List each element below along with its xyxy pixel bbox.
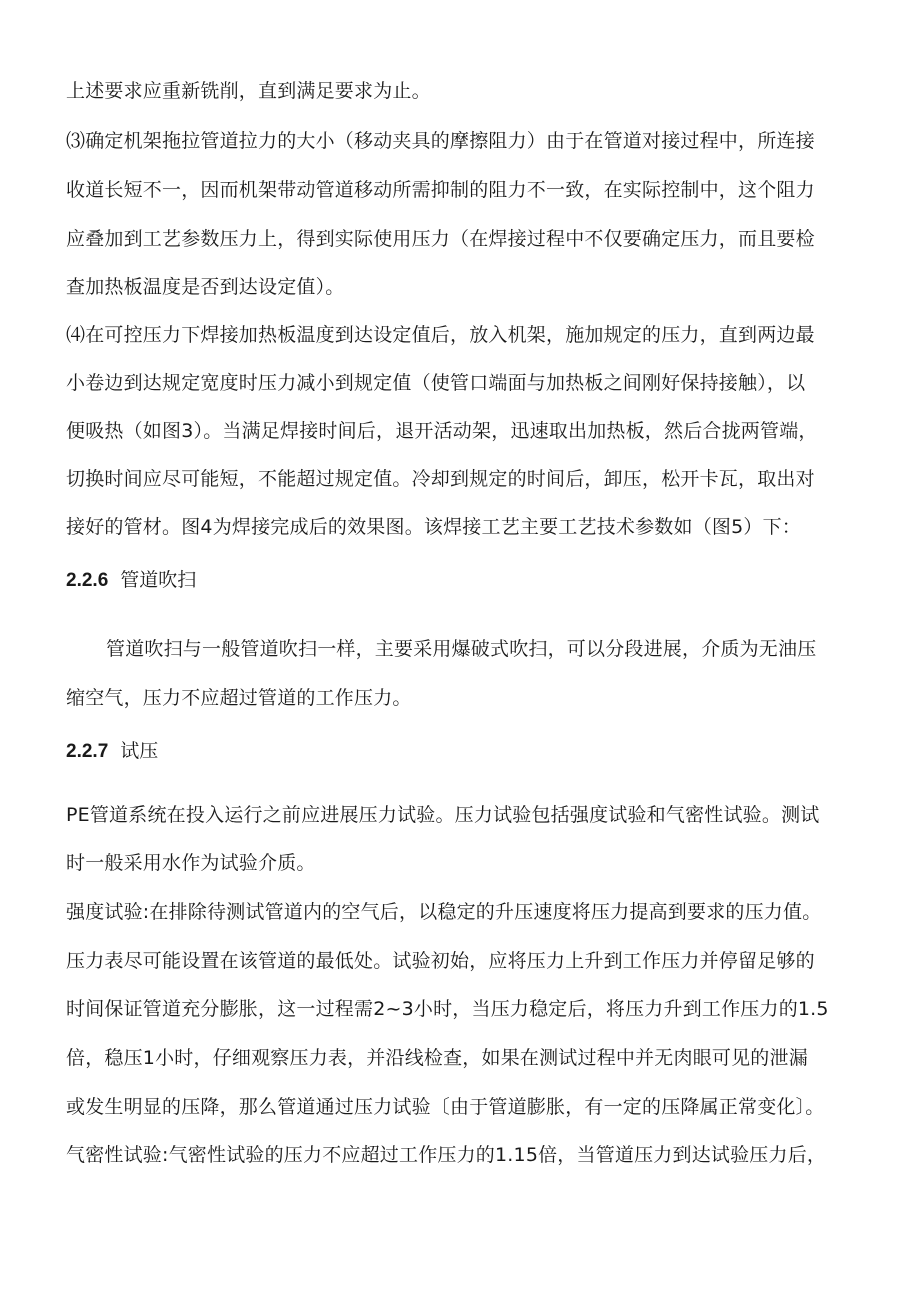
text-line: 缩空气，压力不应超过管道的工作压力。 [66,687,412,709]
section-heading-2-2-6 [66,567,196,594]
text-line: 气密性试验:气密性试验的压力不应超过工作压力的1.15倍，当管道压力到达试验压力后， [66,1144,827,1166]
text-line: 应叠加到工艺参数压力上，得到实际使用压力（在焊接过程中不仅要确定压力，而且要检 [66,228,815,250]
section-number: 2.2.7 [66,741,109,762]
text-line: 查加热板温度是否到达设定值）。 [66,276,345,298]
section-number: 2.2.6 [66,570,109,591]
text-line: 管道吹扫与一般管道吹扫一样，主要采用爆破式吹扫，可以分段进展，介质为无油压 [106,638,817,660]
section-title: 试压 [120,740,159,762]
text-line: 强度试验:在排除待测试管道内的空气后，以稳定的升压速度将压力提高到要求的压力值。 [66,901,822,923]
text-line: 便吸热（如图3）。当满足焊接时间后，退开活动架，迅速取出加热板，然后合拢两管端， [66,420,818,442]
text-line: 或发生明显的压降，那么管道通过压力试验〔由于管道膨胀，有一定的压降属正常变化〕。 [66,1096,825,1118]
text-line: PE管道系统在投入运行之前应进展压力试验。压力试验包括强度试验和气密性试验。测试 [66,804,820,826]
text-line: 接好的管材。图4为焊接完成后的效果图。该焊接工艺主要工艺技术参数如（图5）下： [66,516,801,538]
text-line: 收道长短不一，因而机架带动管道移动所需抑制的阻力不一致，在实际控制中，这个阻力 [66,179,815,201]
text-line: 小卷边到达规定宽度时压力减小到规定值（使管口端面与加热板之间刚好保持接触），以 [66,372,806,394]
text-line: 倍，稳压1小时，仔细观察压力表，并沿线检查，如果在测试过程中并无肉眼可见的泄漏 [66,1047,808,1069]
text-line: ⑷在可控压力下焊接加热板温度到达设定值后，放入机架，施加规定的压力，直到两边最 [66,324,815,346]
text-line: 切换时间应尽可能短，不能超过规定值。冷却到规定的时间后，卸压，松开卡瓦，取出对 [66,468,815,490]
text-line: 上述要求应重新铣削，直到满足要求为止。 [66,80,431,102]
section-title: 管道吹扫 [120,569,197,591]
text-line: 压力表尽可能设置在该管道的最低处。试验初始，应将压力上升到工作压力并停留足够的 [66,950,815,972]
text-line: 时间保证管道充分膨胀，这一过程需2~3小时，当压力稳定后，将压力升到工作压力的1.5 [66,998,829,1020]
section-heading-2-2-7 [66,738,158,765]
text-line: ⑶确定机架拖拉管道拉力的大小（移动夹具的摩擦阻力）由于在管道对接过程中，所连接 [66,130,815,152]
text-line: 时一般采用水作为试验介质。 [66,852,316,874]
